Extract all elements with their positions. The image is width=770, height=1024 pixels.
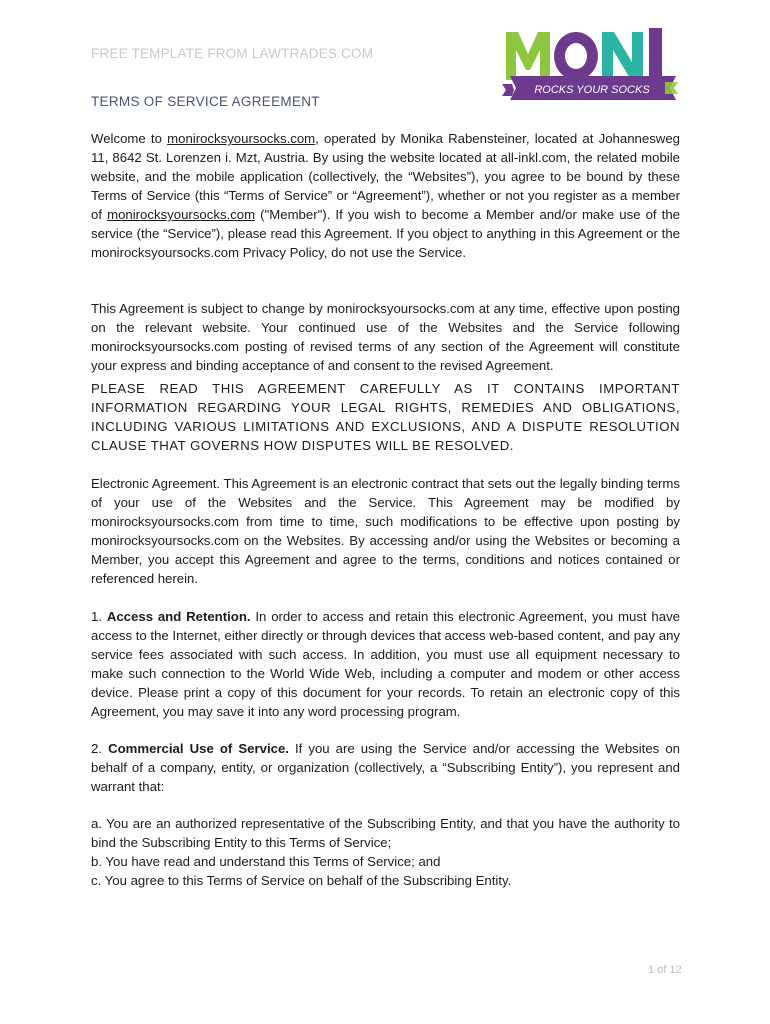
page-number: 1 of 12 (648, 964, 682, 976)
document-title: TERMS OF SERVICE AGREEMENT (91, 94, 320, 109)
warranty-list (91, 814, 680, 890)
list-item: b. You have read and understand this Terms of Service; and (91, 854, 441, 869)
template-note: FREE TEMPLATE FROM LAWTRADES.COM (91, 46, 374, 61)
list-item: c. You agree to this Terms of Service on behalf of the Subscribing Entity. (91, 873, 512, 888)
svg-text:ROCKS YOUR SOCKS: ROCKS YOUR SOCKS (534, 84, 650, 96)
intro-paragraph: Welcome to monirocksyoursocks.com, operated by Monika Rabensteiner, located at Johannesweg 11, 8642 St. Lorenzen i. Mzt, Austria. By using the website located at all-inkl.com, the related mobile website, and the mobile application (collectively, the “Websites”), you agree to be bound by these Terms of Service (this “Terms of Service” or “Agreement”), whether or not you register as a member of monirocksyoursocks.com ("Member"). If you wish to become a Member and/or make use of the service (the “Service”), please read this Agreement. If you object to anything in this Agreement or the monirocksyoursocks.com Privacy Policy, do not use the Service. (91, 131, 680, 260)
section-heading: Access and Retention. (106, 609, 251, 624)
changes-paragraph: This Agreement is subject to change by monirocksyoursocks.com at any time, effective upon posting on the relevant website. Your continued use of the Websites and the Service following monirocksyoursocks.com posting of revised terms of any section of the Agreement will constitute your express and binding acceptance of and consent to the revised Agreement. (91, 301, 680, 373)
member-site-link[interactable]: monirocksyoursocks.com (107, 207, 256, 222)
logo-letters (506, 28, 662, 80)
section-access-retention: 1. Access and Retention. In order to access and retain this electronic Agreement, you must have access to the Internet, either directly or through devices that access web-based content, and pay any service fees associated with such access. In addition, you must use all equipment necessary to make such connection to the World Wide Web, including a computer and modem or other access device. Please print a copy of this document for your records. To retain an electronic copy of this Agreement, you may save it into any word processing program. (91, 609, 681, 719)
section-heading: Commercial Use of Service. (108, 741, 289, 756)
site-link[interactable]: monirocksyoursocks.com (167, 131, 316, 146)
moni-logo (500, 24, 680, 100)
electronic-agreement-paragraph: Electronic Agreement. This Agreement is an electronic contract that sets out the legally binding terms of your use of the Websites and the Service. This Agreement may be modified by monirocksyoursocks.com from time to time, such modifications to be effective upon posting by monirocksyoursocks.com on the Websites. By accessing and/or using the Websites or becoming a Member, you accept this Agreement and agree to the terms, conditions and notices contained or referenced herein. (91, 476, 680, 586)
logo-banner (502, 76, 678, 100)
warning-paragraph: PLEASE READ THIS AGREEMENT CAREFULLY AS IT CONTAINS IMPORTANT INFORMATION REGARDING YOUR LEGAL RIGHTS, REMEDIES AND OBLIGATIONS, INCLUDING VARIOUS LIMITATIONS AND EXCLUSIONS, AND A DISPUTE RESOLUTION CLAUSE THAT GOVERNS HOW DISPUTES WILL BE RESOLVED. (91, 381, 680, 453)
list-item: a. You are an authorized representative of the Subscribing Entity, and that you have the authority to bind the Subscribing Entity to this Terms of Service; (91, 816, 680, 850)
section-commercial-use: 2. Commercial Use of Service. If you are using the Service and/or accessing the Websites on behalf of a company, entity, or organization (collectively, a “Subscribing Entity”), you represent and warrant that: (91, 741, 680, 794)
